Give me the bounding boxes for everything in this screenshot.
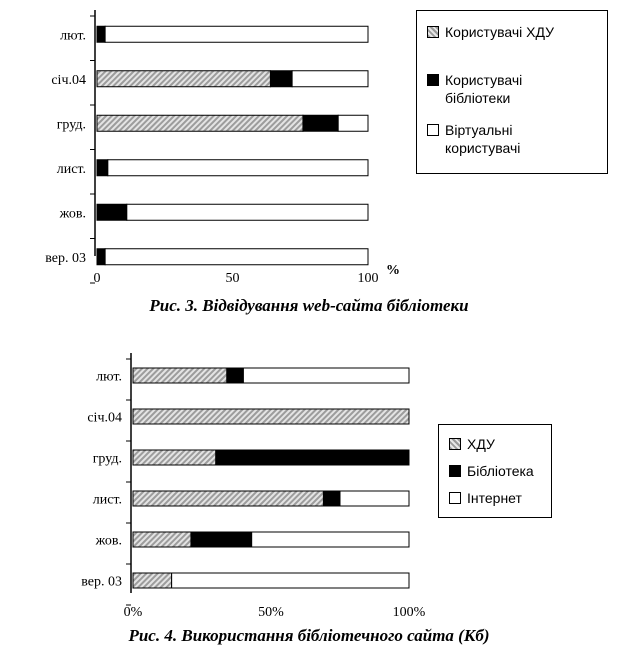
x-tick-label-visits: 100 xyxy=(357,271,379,286)
bar-segment-usage-s2 xyxy=(340,491,409,506)
figure-caption-4: Рис. 4. Використання бібліотечного сайта (Кб) xyxy=(128,626,490,645)
bar-segment-visits-s2 xyxy=(105,26,368,42)
legend-item-hdu xyxy=(449,435,495,453)
bar-segment-visits-s2 xyxy=(127,204,368,220)
bar-segment-visits-s1 xyxy=(303,115,338,131)
bar-segment-visits-s2 xyxy=(338,115,368,131)
bar-segment-visits-s2 xyxy=(108,160,368,176)
legend-item-library xyxy=(449,462,534,480)
bar-segment-usage-s0 xyxy=(133,573,172,588)
category-label-visits: жов. xyxy=(59,206,86,222)
x-tick-label-usage: 0% xyxy=(123,605,143,620)
category-label-usage: вер. 03 xyxy=(81,574,122,590)
bar-segment-visits-s1 xyxy=(270,71,292,87)
legend-label-hdu: ХДУ xyxy=(467,436,495,452)
bar-segment-usage-s1 xyxy=(227,368,244,383)
legend-swatch-virtual-users xyxy=(427,124,439,136)
category-label-usage: січ.04 xyxy=(87,410,122,426)
bar-segment-visits-s0 xyxy=(97,115,303,131)
x-tick-label-usage: 50% xyxy=(258,605,284,620)
bar-segment-visits-s1 xyxy=(97,204,127,220)
bar-segment-visits-s1 xyxy=(97,26,105,42)
legend-label-library: Бібліотека xyxy=(467,463,534,479)
legend-item-hdu-users xyxy=(427,23,554,41)
category-label-usage: жов. xyxy=(95,533,122,549)
legend-label-virtual-users: Віртуальні користувачі xyxy=(445,122,521,156)
bar-segment-usage-s0 xyxy=(133,491,323,506)
legend-swatch-library xyxy=(449,465,461,477)
category-label-usage: груд. xyxy=(92,451,122,467)
x-tick-label-visits: 0 xyxy=(93,271,101,286)
bar-segment-usage-s0 xyxy=(133,409,409,424)
bar-segment-visits-s2 xyxy=(105,249,368,265)
x-tick-label-visits: 50 xyxy=(225,271,240,286)
category-label-usage: лист. xyxy=(92,492,122,508)
bar-segment-usage-s0 xyxy=(133,450,216,465)
bar-segment-usage-s2 xyxy=(172,573,409,588)
legend-item-library-users xyxy=(427,71,522,107)
figure-caption-3: Рис. 3. Відвідування web-сайта бібліотеки xyxy=(149,296,469,315)
category-label-visits: лист. xyxy=(56,161,86,177)
x-unit-label-visits: % xyxy=(386,263,400,278)
legend-label-library-users: Користувачі бібліотеки xyxy=(445,72,523,106)
legend-label-internet: Інтернет xyxy=(467,490,522,506)
category-label-visits: лют. xyxy=(60,28,86,44)
bar-segment-usage-s1 xyxy=(323,491,340,506)
legend-swatch-hdu xyxy=(449,438,461,450)
category-label-visits: вер. 03 xyxy=(45,250,86,266)
legend-label-hdu-users: Користувачі ХДУ xyxy=(445,24,555,40)
x-tick-label-usage: 100% xyxy=(392,605,426,620)
legend-visits xyxy=(416,10,608,174)
legend-swatch-library-users xyxy=(427,74,439,86)
legend-item-internet xyxy=(449,489,522,507)
bar-segment-usage-s0 xyxy=(133,532,191,547)
category-label-visits: січ.04 xyxy=(51,72,86,88)
bar-segment-usage-s0 xyxy=(133,368,227,383)
bar-segment-visits-s0 xyxy=(97,71,270,87)
bar-segment-usage-s2 xyxy=(252,532,409,547)
bar-segment-usage-s2 xyxy=(243,368,409,383)
bar-segment-visits-s1 xyxy=(97,160,108,176)
legend-usage xyxy=(438,424,552,518)
legend-item-virtual-users xyxy=(427,121,520,157)
legend-swatch-internet xyxy=(449,492,461,504)
category-label-visits: груд. xyxy=(56,117,86,133)
bar-segment-visits-s2 xyxy=(292,71,368,87)
bar-segment-usage-s1 xyxy=(216,450,409,465)
bar-segment-visits-s1 xyxy=(97,249,105,265)
category-label-usage: лют. xyxy=(96,369,122,385)
bar-segment-usage-s1 xyxy=(191,532,252,547)
legend-swatch-hdu-users xyxy=(427,26,439,38)
